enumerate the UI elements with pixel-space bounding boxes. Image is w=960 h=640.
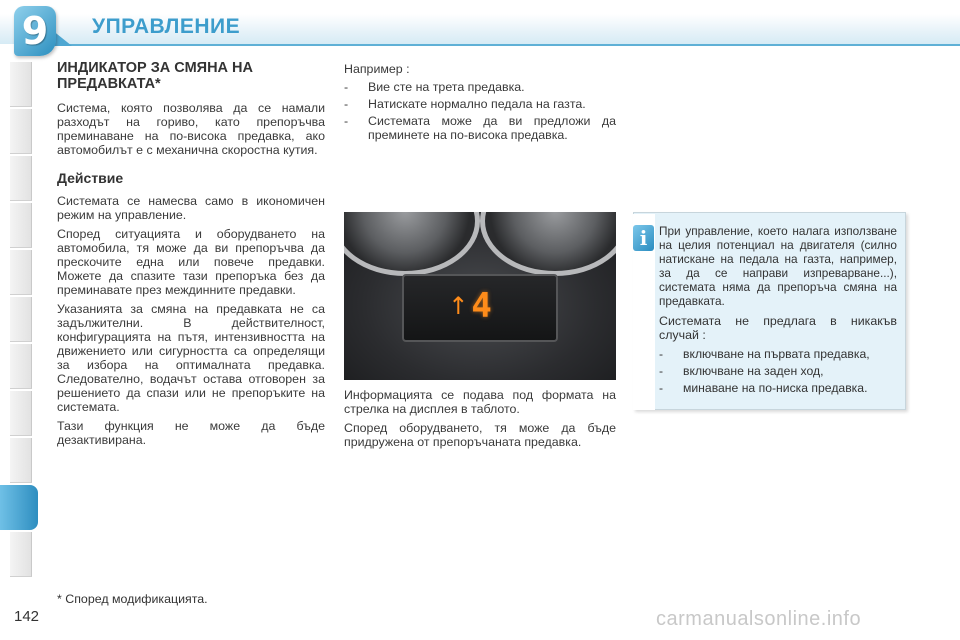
chapter-number: 9 (21, 9, 49, 53)
footnote: * Според модификацията. (57, 592, 208, 606)
chapter-number-badge (14, 6, 56, 56)
middle-column (344, 62, 616, 145)
side-tab (10, 297, 32, 342)
side-tab (10, 391, 32, 436)
middle-column-bottom (344, 388, 616, 454)
watermark: carmanualsonline.info (656, 608, 862, 630)
section-title: ИНДИКАТОР ЗА СМЯНА НА ПРЕДАВКАТА* (57, 60, 253, 92)
side-tab (10, 250, 32, 295)
header-underline (60, 44, 960, 46)
side-tab (10, 62, 32, 107)
side-tab (10, 203, 32, 248)
instrument-panel-image (344, 212, 616, 380)
side-tab (10, 532, 32, 577)
info-paragraph: Според оборудването, тя може да бъде придружена от препоръчаната предавка. (344, 421, 616, 449)
intro-paragraph: Система, която позволява да се намали разходът на гориво, като препоръчва преминаване на по-висока предавка, ако автомобилът е с механична скоростна кутия. (57, 101, 325, 157)
info-icon: i (633, 225, 654, 251)
operation-paragraph: Тази функция не може да бъде дезактивирана. (57, 419, 325, 447)
side-tab (10, 344, 32, 389)
side-tab (10, 156, 32, 201)
list-item: - Натискате нормално педала на газта. (344, 97, 616, 111)
left-column (57, 60, 325, 452)
operation-paragraph: Указанията за смяна на предавката не са задължителни. В действителност, конфигурацията на пътя, интензивността на движението или сигурността са определящи за избора на оптималната предавка. Следователно, водачът остава отговорен за решението да спази или не препоръките на системата. (57, 302, 325, 414)
recommended-gear: 4 (471, 286, 492, 326)
info-box-text (659, 224, 897, 398)
chapter-title: УПРАВЛЕНИЕ (92, 15, 241, 38)
list-item: - минаване на по-ниска предавка. (659, 381, 897, 395)
operation-paragraph: Според ситуацията и оборудването на автомобила, тя може да ви препоръчва да прескочите една или повече предавки. Можете да спазите тази препоръка без да преминавате през междинните предавки. (57, 227, 325, 297)
info-note: При управление, което налага използване на целия потенциал на двигателя (силно натискане на педала на газта, например, за да се направи изпреварване...), системата няма да препоръча смяна на предавката. (659, 224, 897, 308)
info-note: Системата не предлага в никакъв случай : (659, 314, 897, 342)
list-item: - включване на заден ход, (659, 364, 897, 378)
example-list (344, 80, 616, 142)
arrow-up-icon: ↑ (448, 292, 469, 320)
list-item: - Вие сте на трета предавка. (344, 80, 616, 94)
list-item: - Системата може да ви предложи да преминете на по-висока предавка. (344, 114, 616, 142)
gear-shift-indicator (440, 284, 500, 328)
info-paragraph: Информацията се подава под формата на стрелка на дисплея в таблото. (344, 388, 616, 416)
side-tab (10, 109, 32, 154)
example-label: Например : (344, 62, 410, 76)
subsection-title: Действие (57, 170, 124, 186)
right-dial (480, 212, 616, 276)
operation-paragraph: Системата се намесва само в икономичен режим на управление. (57, 194, 325, 222)
side-tab-active (0, 485, 38, 530)
exceptions-list (659, 347, 897, 395)
page-number: 142 (14, 608, 40, 625)
list-item: - включване на първата предавка, (659, 347, 897, 361)
side-tab (10, 438, 32, 483)
chapter-side-tabs (0, 62, 34, 576)
left-dial (344, 212, 480, 276)
